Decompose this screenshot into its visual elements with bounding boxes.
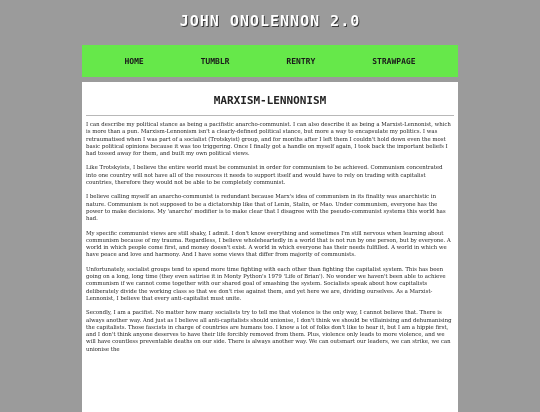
article-paragraph: I believe calling myself an anarcho-communist is redundant because Marx's idea of communism in its finality was anarchistic in nature. Communism is not supposed to be a dictatorship like that of Lenin, Stalin, or Mao. Under communism, everyone has the power to make decisions. My 'anarcho' modifier is to make clear that I disagree with the pseudo-communist systems this world has had.	[86, 194, 446, 223]
article-heading: MARXISM-LENNONISM	[213, 94, 327, 107]
article-panel	[82, 82, 458, 412]
article-paragraph: I can describe my political stance as being a pacifistic anarcho-communist. I can also describe it as being a Marxist-Lennonist, which is more than a pun. Marxism-Lennonism isn't a clearly-defined political stance, but more a way to encapsulate my politics. I was retraumatised when I was part of a socialist (Trotskyist) group, and for months after I left them I couldn't hold down even the most basic political opinions because it was too triggering. Once I finally got a handle on myself again, I took back the important beliefs I had tossed away for them, and built my own political views.	[86, 122, 451, 158]
article-paragraph: Unfortunately, socialist groups tend to spend more time fighting with each other than fighting the capitalist system. This has been going on a long, long time (they even satirise it in Monty Python's 1979 'Life of Brian'). No wonder we haven't been able to achieve communism if we cannot come together with our shared goal of smashing the system. Socialists speak about how capitalists deliberately divide the working class so that we don't rise against them, and yet here we are, dividing ourselves. As a Marxist-Lennonist, I believe that every anti-capitalist must unite.	[86, 266, 446, 302]
article-paragraph: My specific communist views are still shaky, I admit. I don't know everything and sometimes I'm still nervous when learning about communism because of my trauma. Regardless, I believe wholeheartedly in a world that is not run by one person, but by everyone. A world in which people come first, and money doesn't exist. A world in which everyone has their needs fulfilled. A world in which we have peace and love and harmony. And I have some views that differ from majority of communists.	[86, 230, 451, 259]
article-paragraph: Like Trotskyists, I believe the entire world must be communist in order for communism to be achieved. Communism concentrated into one country will not have all of the resources it needs to support itself and would have to rely on trading with capitalist countries, therefore they would not be able to be completely communist.	[86, 165, 443, 187]
heading-divider	[86, 115, 454, 116]
main-nav	[82, 45, 458, 77]
nav-home-link[interactable]: HOME	[124, 56, 144, 66]
nav-rentry-link[interactable]: RENTRY	[286, 56, 316, 66]
article-paragraph: Secondly, I am a pacifist. No matter how many socialists try to tell me that violence is the only way, I cannot believe that. There is always another way. And just as I believe all anti-capitalists should unionise, I don't think we should be villainising and dehumanising the capitalists. Those fascists in charge of countries are humans too. I know a lot of folks don't like to hear it, but I am a hippie first, and I don't think anyone deserves to have their life forcibly removed from them. Plus, violence only leads to more violence, and we will have countless preventable deaths on our side. There is always another way. We can outsmart our leaders, we can strike, we can unionise the	[86, 310, 452, 353]
site-title: JOHN ONOLENNON 2.0	[179, 12, 361, 30]
nav-strawpage-link[interactable]: STRAWPAGE	[372, 56, 416, 66]
nav-tumblr-link[interactable]: TUMBLR	[200, 56, 230, 66]
